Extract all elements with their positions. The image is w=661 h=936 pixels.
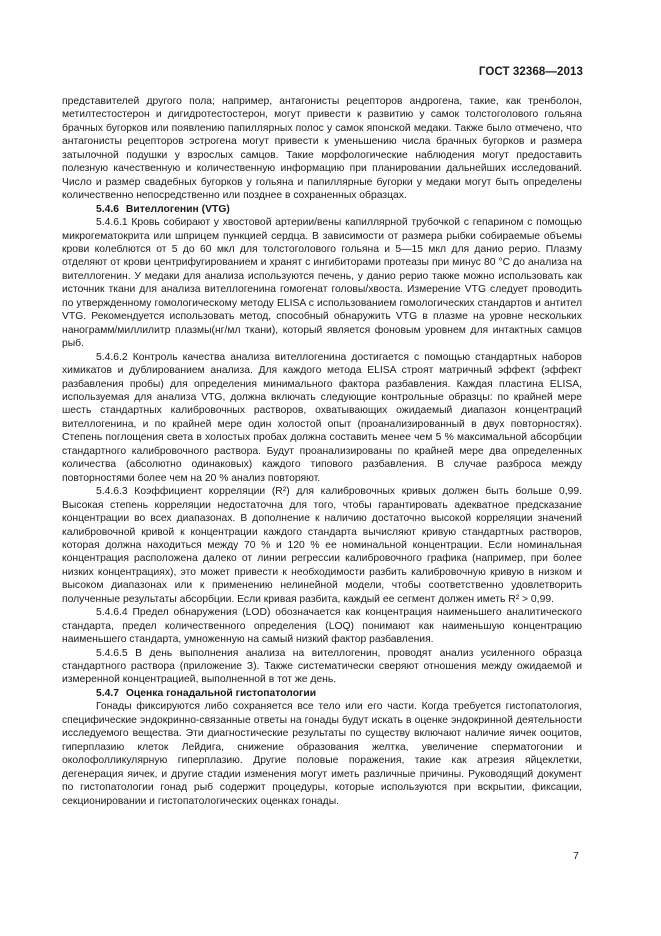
paragraph-5-4-6-4: 5.4.6.4 Предел обнаружения (LOD) обозначается как концентрация наименьшего аналитического стандарта, предел количественного определения (LOQ) понимают как наименьшую концентрацию наименьшего стандарта, умноженную на самый низкий фактор разбавления.: [62, 607, 582, 646]
section-heading-5-4-7: [62, 687, 582, 700]
paragraph-5-4-6-2: 5.4.6.2 Контроль качества анализа вителлогенина достигается с помощью стандартных наборов химикатов и дублированием анализа. Для каждого метода ELISA строят матричный эффект (эффект разбавления пробы) для определения минимального фактора разбавления. Каждая пластина ELISA, используемая для анализа VTG, должна включать следующие контрольные образцы: по крайней мере шесть стандартных калибровочных растворов, охватывающих ожидаемый диапазон концентраций вителлогенина, и по крайней мере один холостой опыт (проанализированный в двух повторностях). Степень поглощения света в холостых пробах должна составить менее чем 5 % максимальной абсорбции стандартного калибровочного раствора. Будут проанализированы по крайней мере два определенных количества (абсолютно одинаковых) каждого типового разбавления. В случае разброса между повторностями более чем на 20 % анализ повторяют.: [62, 351, 582, 484]
document-id: ГОСТ 32368—2013: [478, 66, 583, 78]
document-header: [479, 66, 583, 78]
section-heading-5-4-6: [62, 203, 582, 216]
paragraph-5-4-6-3: 5.4.6.3 Коэффициент корреляции (R²) для калибровочных кривых должен быть больше 0,99. Высокая степень корреляции недостаточна для того, чтобы гарантировать адекватное предсказание концентрации во всех диапазонах. В дополнение к наличию достаточно высокой корреляции значений калибровочной кривой к концентрации каждого стандарта вычисляют кривую стандартных растворов, которая должна находиться между 70 % и 120 % ее номинальной концентрации. Если номинальная концентрация расположена далеко от линии регрессии калибровочного графика (например, при более низких концентрациях), это может привести к необходимости разбить калибровочную кривую в низком и высоком диапазонах или к применению нелинейной модели, чтобы соответственно удовлетворить полученные результаты абсорбции. Если кривая разбита, каждый ее сегмент должен иметь R² > 0,99.: [62, 486, 582, 605]
paragraph-5-4-6-5: 5.4.6.5 В день выполнения анализа на вителлогенин, проводят анализ усиленного образца стандартного раствора (приложение З). Также систематически сверяют отношения между ожидаемой и измеренной концентрацией, выполненной в тот же день.: [62, 647, 582, 686]
paragraph-5-4-6-1: 5.4.6.1 Кровь собирают у хвостовой артерии/вены капиллярной трубочкой с гепарином с помощью микрогематокрита или шприцем пункцией сердца. В зависимости от размера рыбки собираемые объемы крови колеблются от 5 до 60 мкл для толстоголового гольяна и 5—15 мкл для данио рерио. Плазму отделяют от крови центрифугированием и хранят с ингибиторами протеазы при минус 80 °С до анализа на вителлогенин. У медаки для анализа используются печень, у данио рерио также можно использовать как источник ткани для анализа вителлогенина гомогенат головы/хвоста. Измерение VTG следует проводить по утвержденному гомологическому методу ELISA с использованием гомологических стандартов и антител VTG. Рекомендуется использовать метод, способный обнаружить VTG в плазме на уровне нескольких нанограмм/миллилитр плазмы(нг/мл ткани), который является фоновым уровнем для интактных самцов рыб.: [62, 217, 582, 350]
paragraph-5-4-7: Гонады фиксируются либо сохраняется все тело или его части. Когда требуется гистопатология, специфические эндокринно-связанные ответы на гонады будут искать в оценке эндокринной деятельности исследуемого вещества. Эти диагностические результаты по существу включают наличие яичек ооцитов, гиперплазию клеток Лейдига, снижение образования желтка, увеличение сперматогонии и околофолликулярную гиперплазию. Другие половые поражения, такие как атрезия яйцеклетки, дегенерация яичек, и другие стадии изменения могут иметь различные причины. Руководящий документ по гистопатологии гонад рыб содержит процедуры, которые используются при вскрытии, фиксации, секционировании и гистопатологических оценках гонады.: [62, 701, 582, 807]
section-title: Оценка гонадальной гистопатологии: [125, 687, 317, 699]
document-body: [62, 95, 582, 808]
section-number: 5.4.6: [96, 203, 120, 215]
section-title: Вителлогенин (VTG): [125, 203, 230, 215]
page-number: 7: [573, 850, 579, 862]
section-number: 5.4.7: [96, 687, 120, 699]
paragraph-intro: представителей другого пола; например, антагонисты рецепторов андрогена, такие, как тренболон, метилтестостерон и дигидротестостерон, могут привести к развитию у самок толстоголового гольяна брачных бугорков или появлению папиллярных полос у самок японской медаки. Также было отмечено, что антагонисты рецепторов эстрогена могут привести к уменьшению числа брачных бугорков и размера затылочной подушки у взрослых самцов. Такие морфологические наблюдения могут предоставить полезную качественную и количественную информацию при планировании дальнейших исследований. Число и размер свадебных бугорков у гольяна и папиллярные бугорки у медаки могут быть определены количественно непосредственно или позднее в сохраненных образцах.: [62, 96, 582, 202]
